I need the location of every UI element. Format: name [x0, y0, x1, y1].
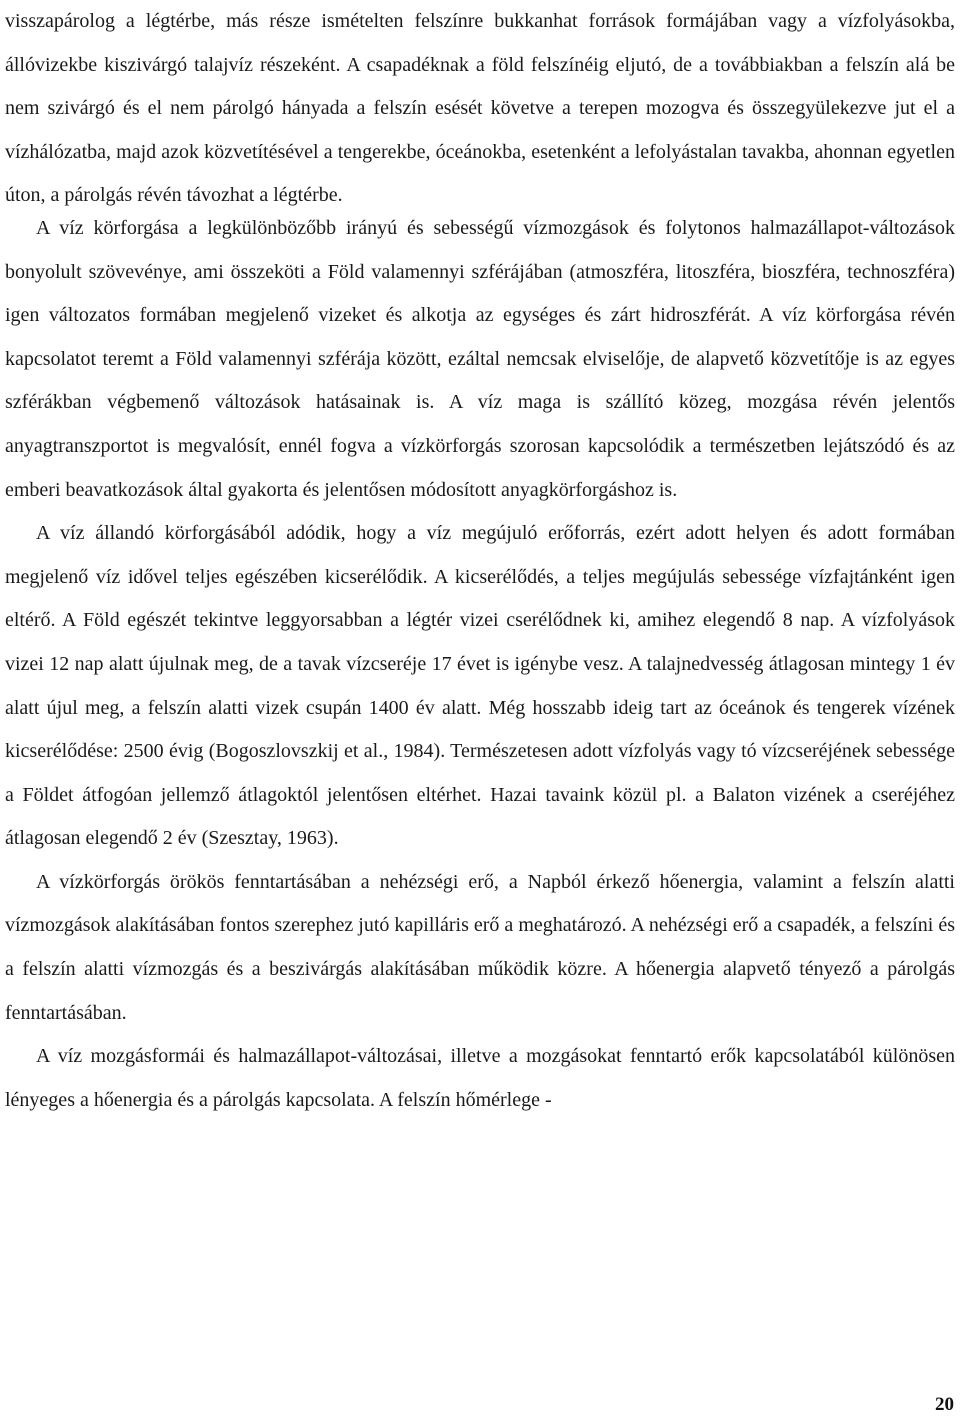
paragraph-heat-evaporation: A víz mozgásformái és halmazállapot-változásai, illetve a mozgásokat fenntartó erők kapcsolatából különösen lényeges a hőenergia és a párolgás kapcsolata. A felszín hőmérlege -	[5, 1045, 955, 1111]
paragraph-water-cycle: A víz körforgása a legkülönbözőbb irányú és sebességű vízmozgások és folytonos halmazállapot-változások bonyolult szövevénye, ami összeköti a Föld valamennyi szférájában (atmoszféra, litoszféra, bioszféra, technoszféra) igen változatos formában megjelenő vizeket és alkotja az egységes és zárt hidroszférát. A víz körforgása révén kapcsolatot teremt a Föld valamennyi szférája között, ezáltal nemcsak elviselője, de alapvető közvetítője is az egyes szférákban végbemenő változások hatásainak is. A víz maga is szállító közeg, mozgása révén jelentős anyagtranszportot is megvalósít, ennél fogva a vízkörforgás szorosan kapcsolódik a természetben lejátszódó és az emberi beavatkozások által gyakorta és jelentősen módosított anyagkörforgáshoz is.	[5, 216, 955, 501]
paragraph-driving-forces: A vízkörforgás örökös fenntartásában a nehézségi erő, a Napból érkező hőenergia, valamint a felszín alatti vízmozgások alakításában fontos szerephez jutó kapilláris erő a meghatározó. A nehézségi erő a csapadék, a felszíni és a felszín alatti vízmozgás és a beszivárgás alakításában működik közre. A hőenergia alapvető tényező a párolgás fenntartásában.	[5, 870, 955, 1024]
paragraph-water-renewal: A víz állandó körforgásából adódik, hogy a víz megújuló erőforrás, ezért adott helyen és adott formában megjelenő víz idővel teljes egészében kicserélődik. A kicserélődés, a teljes megújulás sebessége vízfajtánként igen eltérő. A Föld egészét tekintve leggyorsabban a légtér vizei cserélődnek ki, amihez elegendő 8 nap. A vízfolyások vizei 12 nap alatt újulnak meg, de a tavak vízcseréje 17 évet is igénybe vesz. A talajnedvesség átlagosan mintegy 1 év alatt újul meg, a felszín alatti vizek csupán 1400 év alatt. Még hosszabb ideig tart az óceánok és tengerek vízének kicserélődése: 2500 évig (Bogoszlovszkij et al., 1984). Természetesen adott vízfolyás vagy tó vízcseréjének sebessége a Földet átfogóan jellemző átlagoktól jelentősen eltérhet. Hazai tavaink közül pl. a Balaton vizének a cseréjéhez átlagosan elegendő 2 év (Szesztay, 1963).	[5, 522, 955, 850]
paragraph-continuation: visszapárolog a légtérbe, más része ismételten felszínre bukkanhat források formájában vagy a vízfolyásokba, állóvizekbe kiszivárgó talajvíz részeként. A csapadéknak a föld felszínéig eljutó, de a továbbiakban a felszín alá be nem szivárgó és el nem párolgó hányada a felszín esését követve a terepen mozogva és összegyülekezve jut el a vízhálózatba, majd azok közvetítésével a tengerekbe, óceánokba, esetenként a lefolyástalan tavakba, ahonnan egyetlen úton, a párolgás révén távozhat a légtérbe.	[5, 10, 955, 207]
document-page	[5, 0, 955, 1122]
page-number: 20	[935, 1394, 954, 1415]
